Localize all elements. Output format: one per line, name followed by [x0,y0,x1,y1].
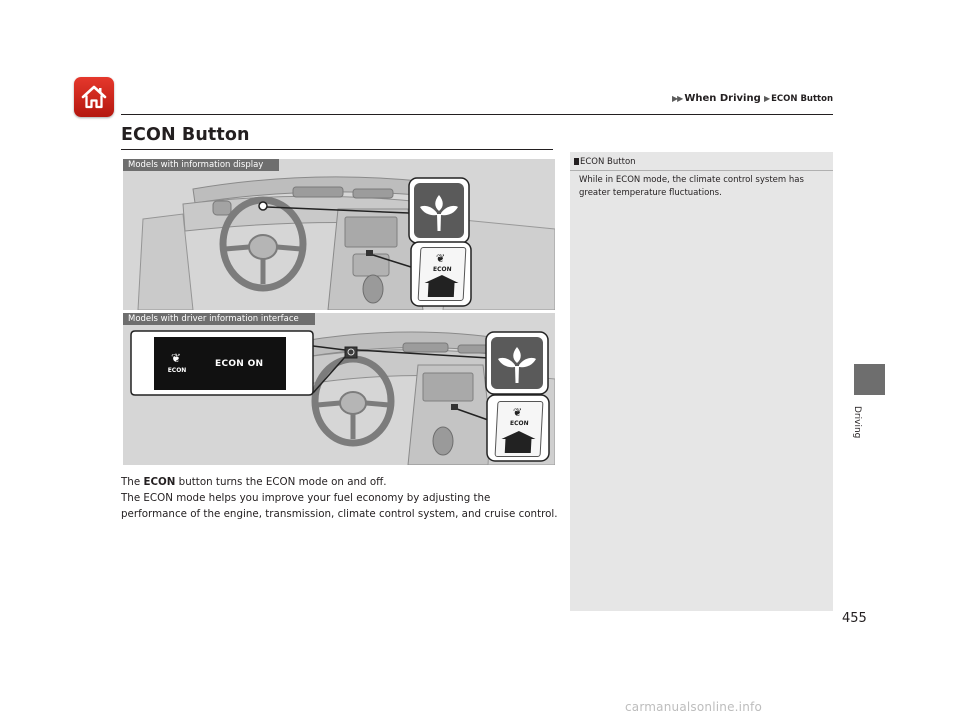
econ-leaf-icon: ❦ [512,406,523,419]
econ-leaf-icon: ❦ [171,351,182,365]
note-reference-icon [574,158,579,165]
note-text: While in ECON mode, the climate control system has greater temperature fluctuations. [579,175,804,198]
dashboard-illustration [123,159,555,310]
breadcrumb-current: ECON Button [771,94,833,104]
note-rule [570,170,833,171]
breadcrumb-link-when-driving[interactable]: When Driving [684,93,761,104]
econ-leaf-icon: ❦ [435,252,446,265]
econ-bold-label: ECON [143,476,176,488]
note-title [574,157,636,167]
breadcrumb-arrow-icon: ▶ [763,94,770,103]
display-econ-on-text: ECON ON [215,359,264,369]
econ-button-face[interactable] [495,401,544,457]
body-text-span: The [121,476,144,488]
body-line-3: performance of the engine, transmission, climate control system, and cruise control. [121,508,558,520]
home-icon [80,84,108,110]
header-rule [121,114,833,115]
figure-label: Models with driver information interface [123,313,315,325]
watermark: carmanualsonline.info [625,700,762,714]
press-arrow-icon [419,275,464,299]
figure-driver-information-interface [123,313,555,465]
econ-button-face[interactable] [418,247,467,301]
note-title-text: ECON Button [580,157,636,167]
econ-button-text: ECON [432,266,452,273]
display-econ-icon-text: ECON [167,367,187,374]
body-line-2: The ECON mode helps you improve your fuel economy by adjusting the [121,492,491,504]
figure-information-display [123,159,555,310]
page-number: 455 [842,611,867,626]
body-line-1 [121,474,561,490]
figure-label: Models with information display [123,159,279,171]
title-rule [121,149,553,150]
note-box [570,152,833,611]
breadcrumb-arrow-icon: ▶▶ [672,94,683,103]
home-button[interactable] [74,77,114,117]
chapter-label: Driving [852,406,862,439]
press-arrow-icon [496,431,541,455]
body-text [121,474,561,522]
dashboard-illustration [123,313,555,465]
chapter-tab[interactable] [854,364,885,395]
page-title: ECON Button [121,125,250,145]
breadcrumb [672,93,833,104]
econ-button-text: ECON [509,420,529,427]
body-text-span: button turns the ECON mode on and off. [175,476,387,488]
